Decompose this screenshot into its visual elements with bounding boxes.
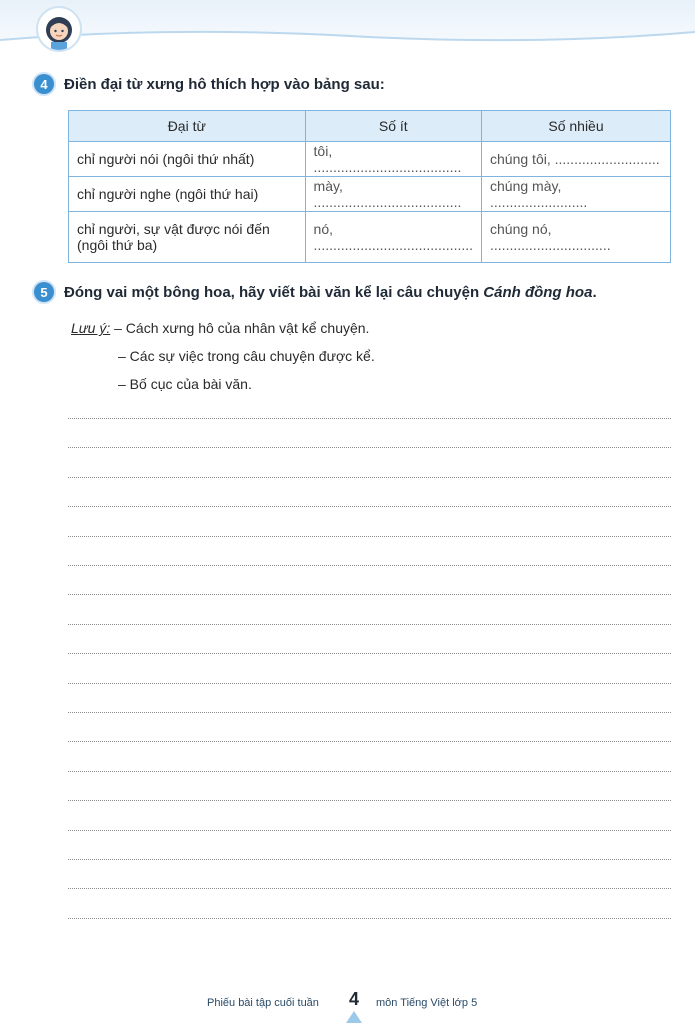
- story-title: Cánh đồng hoa: [483, 283, 593, 301]
- exercise-title: [64, 284, 597, 301]
- writing-line[interactable]: [68, 771, 671, 772]
- footer-subject: môn Tiếng Việt lớp 5: [376, 997, 478, 1009]
- note-item: – Cách xưng hô của nhân vật kể chuyện.: [114, 320, 370, 336]
- note-line-1: [71, 320, 369, 336]
- singular-answer-field[interactable]: [305, 212, 481, 263]
- table-row: [69, 212, 671, 263]
- plural-cell-text: chúng mày, .........................: [490, 178, 588, 210]
- page-marker-icon: [346, 1011, 362, 1023]
- writing-line[interactable]: [68, 741, 671, 742]
- row-label: chỉ người nghe (ngôi thứ hai): [69, 177, 306, 212]
- singular-cell-text: tôi, ......................................: [313, 143, 462, 175]
- exercise-number-badge: 5: [34, 282, 54, 302]
- column-header: Số ít: [305, 111, 481, 142]
- footer: [0, 985, 695, 1024]
- singular-cell-text: mày, ......................................: [313, 178, 462, 210]
- header-wave: [0, 22, 695, 52]
- exercise-number-badge: 4: [34, 74, 54, 94]
- singular-answer-field[interactable]: [305, 142, 481, 177]
- note-item: – Các sự việc trong câu chuyện được kể.: [118, 348, 375, 364]
- row-label-line-2: (ngôi thứ ba): [77, 237, 158, 253]
- writing-line[interactable]: [68, 888, 671, 889]
- writing-line[interactable]: [68, 653, 671, 654]
- page-number: 4: [348, 989, 359, 1009]
- note-item: – Bố cục của bài văn.: [118, 376, 252, 392]
- row-label: [69, 212, 306, 263]
- table-row: [69, 177, 671, 212]
- column-header: Số nhiều: [482, 111, 671, 142]
- pronoun-table: [68, 110, 671, 263]
- writing-line[interactable]: [68, 536, 671, 537]
- writing-line[interactable]: [68, 712, 671, 713]
- plural-cell-text: chúng nó, ...............................: [490, 221, 611, 253]
- singular-cell-text: nó, .........................................: [313, 221, 474, 253]
- footer-book-title: Phiếu bài tập cuối tuần: [207, 997, 319, 1009]
- writing-line[interactable]: [68, 859, 671, 860]
- writing-line[interactable]: [68, 800, 671, 801]
- girl-avatar-icon: [38, 8, 80, 50]
- writing-line[interactable]: [68, 447, 671, 448]
- writing-line[interactable]: [68, 918, 671, 919]
- writing-line[interactable]: [68, 624, 671, 625]
- writing-line[interactable]: [68, 830, 671, 831]
- table-row: [69, 142, 671, 177]
- singular-answer-field[interactable]: [305, 177, 481, 212]
- exercise-4-heading: [34, 74, 385, 94]
- table-header-row: [69, 111, 671, 142]
- writing-line[interactable]: [68, 477, 671, 478]
- exercise-title: Điền đại từ xưng hô thích hợp vào bảng sau:: [64, 75, 385, 93]
- plural-cell-text: chúng tôi, ...........................: [490, 151, 660, 167]
- plural-answer-field[interactable]: [482, 212, 671, 263]
- writing-line[interactable]: [68, 565, 671, 566]
- plural-answer-field[interactable]: [482, 177, 671, 212]
- writing-line[interactable]: [68, 594, 671, 595]
- title-suffix: .: [592, 283, 597, 301]
- row-label-line-1: chỉ người, sự vật được nói đến: [77, 221, 270, 237]
- avatar: [36, 6, 82, 52]
- row-label: chỉ người nói (ngôi thứ nhất): [69, 142, 306, 177]
- writing-line[interactable]: [68, 418, 671, 419]
- writing-line[interactable]: [68, 506, 671, 507]
- exercise-5-heading: [34, 282, 597, 302]
- plural-answer-field[interactable]: [482, 142, 671, 177]
- writing-line[interactable]: [68, 683, 671, 684]
- column-header: Đại từ: [69, 111, 306, 142]
- title-prefix: Đóng vai một bông hoa, hãy viết bài văn kể lại câu chuyện: [64, 283, 484, 301]
- note-label: Lưu ý:: [71, 320, 111, 336]
